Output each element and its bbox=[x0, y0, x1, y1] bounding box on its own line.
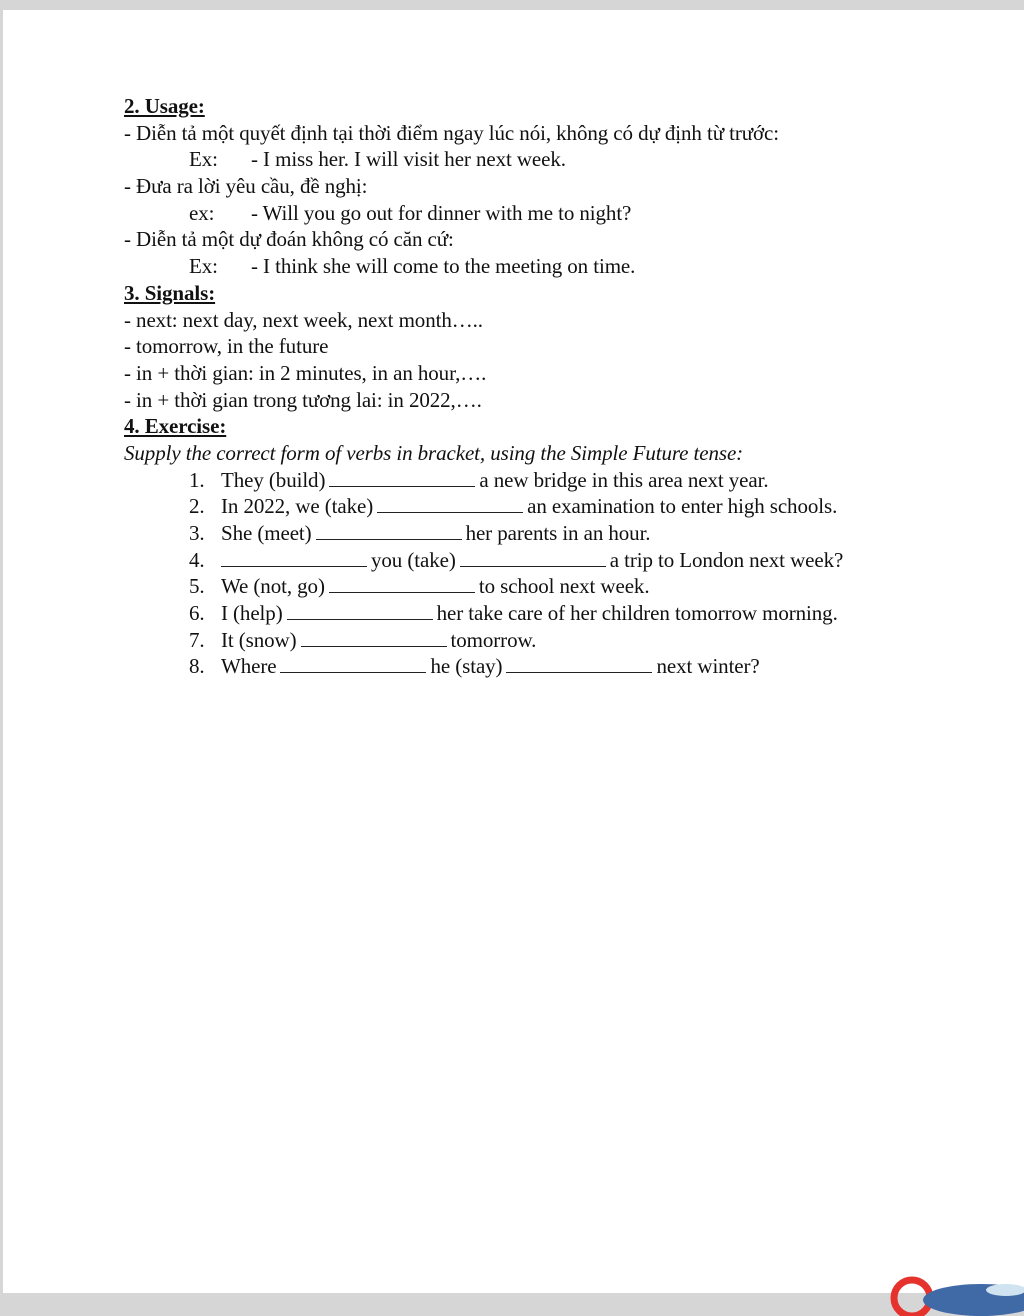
answer-blank bbox=[280, 654, 426, 673]
exercise-item bbox=[124, 467, 843, 494]
item-text: She (meet) bbox=[221, 521, 312, 545]
exercise-heading: 4. Exercise: bbox=[124, 414, 227, 439]
item-text: They (build) bbox=[221, 467, 326, 492]
item-text: you (take) bbox=[371, 547, 456, 572]
item-number: 4. bbox=[189, 547, 205, 572]
exercise-item bbox=[124, 600, 843, 627]
example-text: - I think she will come to the meeting on time. bbox=[251, 254, 636, 279]
answer-blank bbox=[460, 548, 606, 567]
exercise-item bbox=[124, 653, 843, 680]
item-number: 8. bbox=[189, 654, 205, 679]
signal-item: - in + thời gian: in 2 minutes, in an hour,…. bbox=[124, 360, 487, 385]
item-number: 3. bbox=[189, 521, 205, 545]
exercise-item bbox=[124, 627, 843, 654]
exercise-instruction: Supply the correct form of verbs in bracket, using the Simple Future tense: bbox=[124, 440, 744, 465]
answer-blank bbox=[377, 494, 523, 513]
item-text: her parents in an hour. bbox=[465, 521, 651, 545]
exercise-item bbox=[124, 547, 843, 574]
usage-point: - Diễn tả một quyết định tại thời điểm ngay lúc nói, không có dự định từ trước: bbox=[124, 120, 780, 145]
item-text: a new bridge in this area next year. bbox=[479, 467, 769, 492]
item-text: I (help) bbox=[221, 601, 283, 626]
item-text: Where bbox=[221, 654, 277, 679]
item-number: 6. bbox=[189, 601, 205, 626]
item-text: he (stay) bbox=[430, 654, 503, 679]
item-text: It (snow) bbox=[221, 627, 297, 652]
item-text: In 2022, we (take) bbox=[221, 494, 374, 519]
item-number: 1. bbox=[189, 467, 205, 492]
item-text: her take care of her children tomorrow morning. bbox=[436, 601, 838, 626]
item-text: next winter? bbox=[656, 654, 760, 679]
example-text: - Will you go out for dinner with me to night? bbox=[251, 200, 632, 225]
item-text: to school next week. bbox=[478, 574, 650, 599]
signal-item: - tomorrow, in the future bbox=[124, 334, 329, 359]
answer-blank bbox=[221, 548, 367, 567]
exercise-item bbox=[124, 520, 843, 547]
item-text: a trip to London next week? bbox=[609, 547, 844, 572]
example-label: Ex: bbox=[189, 254, 218, 279]
usage-point: - Diễn tả một dự đoán không có căn cứ: bbox=[124, 227, 454, 252]
item-number: 5. bbox=[189, 574, 205, 599]
answer-blank bbox=[329, 574, 475, 593]
usage-point: - Đưa ra lời yêu cầu, đề nghị: bbox=[124, 174, 368, 199]
signal-item: - next: next day, next week, next month….. bbox=[124, 307, 483, 332]
example-label: ex: bbox=[189, 200, 215, 225]
answer-blank bbox=[329, 468, 475, 487]
example-text: - I miss her. I will visit her next week. bbox=[251, 147, 566, 172]
usage-example bbox=[124, 200, 843, 227]
exercise-item bbox=[124, 493, 843, 520]
document-page bbox=[3, 10, 1024, 1293]
item-text: an examination to enter high schools. bbox=[527, 494, 838, 519]
signals-heading: 3. Signals: bbox=[124, 280, 216, 305]
answer-blank bbox=[506, 654, 652, 673]
item-number: 7. bbox=[189, 627, 205, 652]
signal-item: - in + thời gian trong tương lai: in 2022,…. bbox=[124, 387, 482, 412]
app-logo-icon bbox=[886, 1276, 1024, 1316]
exercise-item bbox=[124, 573, 843, 600]
item-text: We (not, go) bbox=[221, 574, 325, 599]
item-number: 2. bbox=[189, 494, 205, 519]
usage-heading: 2. Usage: bbox=[124, 94, 205, 118]
answer-blank bbox=[301, 628, 447, 647]
usage-example bbox=[124, 253, 843, 280]
document-content bbox=[124, 93, 843, 680]
example-label: Ex: bbox=[189, 147, 218, 172]
item-text: tomorrow. bbox=[450, 627, 537, 652]
usage-example bbox=[124, 146, 843, 173]
answer-blank bbox=[287, 601, 433, 620]
answer-blank bbox=[316, 521, 462, 540]
